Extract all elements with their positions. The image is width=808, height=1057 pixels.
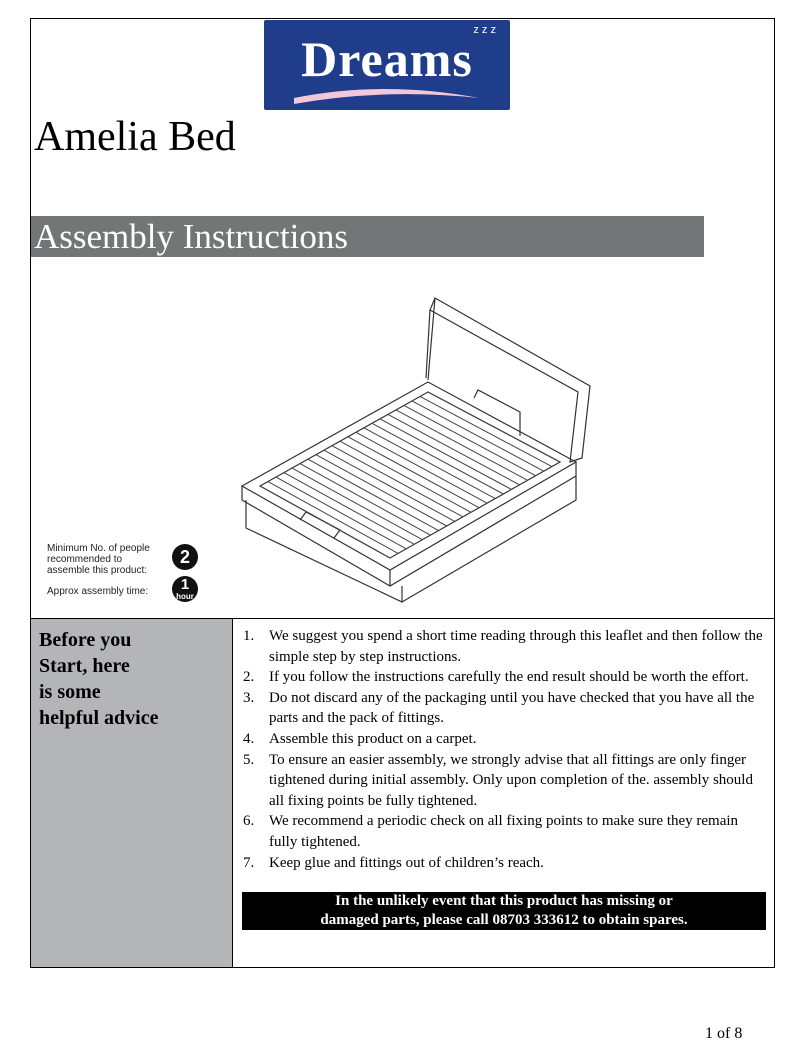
bed-slat bbox=[268, 482, 398, 554]
bed-slat bbox=[324, 450, 455, 521]
people-count-badge bbox=[172, 544, 198, 570]
time-label: Approx assembly time: bbox=[47, 586, 149, 597]
step-number: 5. bbox=[243, 751, 255, 768]
advice-line: is some bbox=[39, 681, 101, 703]
notice-line-2: damaged parts, please call 08703 333612 to obtain spares. bbox=[320, 912, 688, 928]
step-number: 4. bbox=[243, 730, 255, 747]
step-text: Do not discard any of the packaging until you have checked that you have all the parts and the pack of fittings. bbox=[269, 689, 755, 727]
time-value: 1 bbox=[180, 576, 190, 593]
step-number: 7. bbox=[243, 854, 255, 871]
assembly-requirements bbox=[44, 540, 214, 610]
bed-slat bbox=[380, 419, 511, 490]
logo-zzz: z z z bbox=[473, 24, 496, 36]
bed-slat bbox=[404, 405, 536, 475]
bed-slat bbox=[412, 401, 544, 471]
bed-slat bbox=[284, 473, 414, 545]
time-unit: hour bbox=[176, 592, 194, 601]
page-number: 1 of 8 bbox=[705, 1025, 743, 1042]
step-text: If you follow the instructions carefully the end result should be worth the effort. bbox=[269, 669, 749, 686]
advice-panel bbox=[31, 619, 233, 967]
bed-slat bbox=[332, 446, 463, 517]
bed-slat bbox=[428, 392, 560, 462]
step-text: To ensure an easier assembly, we strongly advise that all fittings are only finger tightened during initial assembly. Only upon completion of the. assembly should all fixing points be fully tightened. bbox=[269, 751, 753, 809]
dreams-logo bbox=[264, 20, 510, 110]
advice-line: Before you bbox=[39, 629, 132, 651]
bed-slat bbox=[388, 414, 520, 484]
bed-slat bbox=[308, 459, 439, 530]
step-text: We suggest you spend a short time reading through this leaflet and then follow the simple step by step instructions. bbox=[269, 628, 763, 665]
step-number: 2. bbox=[243, 669, 255, 686]
bed-slat bbox=[364, 428, 495, 499]
bed-slat bbox=[340, 441, 471, 512]
step-text: Assemble this product on a carpet. bbox=[269, 730, 477, 747]
list-item bbox=[243, 750, 763, 812]
bed-slat bbox=[300, 464, 430, 536]
advice-line: Start, here bbox=[39, 655, 130, 677]
instruction-list bbox=[243, 626, 763, 873]
step-number: 1. bbox=[243, 628, 255, 644]
people-label: Minimum No. of people recommended to assemble this product: bbox=[47, 543, 150, 576]
list-item bbox=[243, 853, 763, 874]
logo-wordmark: Dreams bbox=[301, 31, 473, 87]
list-item bbox=[243, 729, 763, 750]
bed-slats bbox=[260, 392, 560, 558]
bed-slat bbox=[420, 396, 552, 466]
step-text: We recommend a periodic check on all fixing points to make sure they remain fully tightened. bbox=[269, 813, 739, 850]
list-item bbox=[243, 667, 763, 688]
people-count: 2 bbox=[179, 547, 190, 567]
step-number: 3. bbox=[243, 689, 255, 706]
bed-illustration bbox=[230, 290, 600, 610]
bed-slat bbox=[276, 477, 406, 549]
list-item bbox=[243, 626, 763, 667]
bed-slat bbox=[356, 432, 487, 503]
bed-slat bbox=[372, 423, 503, 494]
product-title: Amelia Bed bbox=[34, 114, 236, 160]
list-item bbox=[243, 688, 763, 729]
advice-heading bbox=[39, 627, 229, 731]
bed-slat bbox=[348, 437, 479, 508]
time-badge bbox=[172, 576, 198, 602]
advice-line: helpful advice bbox=[39, 707, 159, 729]
spares-notice bbox=[242, 892, 766, 930]
bed-slat bbox=[396, 410, 528, 480]
step-number: 6. bbox=[243, 813, 255, 830]
bed-slat bbox=[316, 455, 447, 526]
section-banner: Assembly Instructions bbox=[31, 216, 704, 257]
list-item bbox=[243, 811, 763, 852]
notice-line-1: In the unlikely event that this product has missing or bbox=[335, 893, 673, 909]
bed-slat bbox=[292, 468, 422, 540]
step-text: Keep glue and fittings out of children’s reach. bbox=[269, 854, 544, 871]
